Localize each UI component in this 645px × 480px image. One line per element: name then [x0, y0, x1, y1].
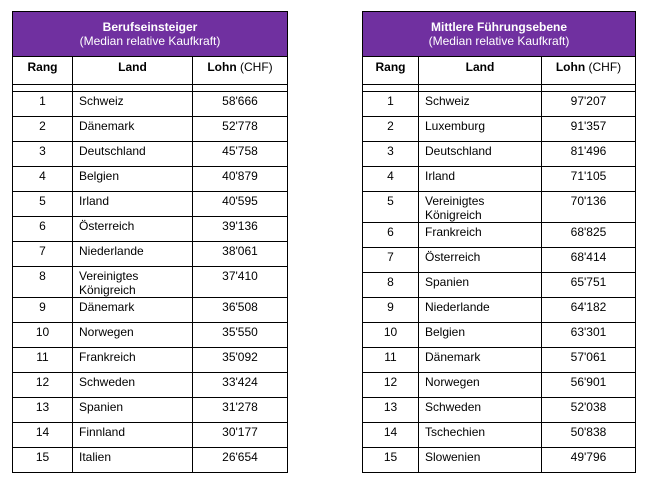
cell-rank: 3 [13, 142, 73, 167]
column-header-row [13, 57, 288, 85]
cell-lohn: 40'879 [193, 167, 288, 192]
cell-land: Schweiz [419, 92, 542, 117]
table-title [363, 12, 636, 57]
cell-rank: 1 [363, 92, 419, 117]
cell-rank: 11 [363, 348, 419, 373]
cell-land: Norwegen [73, 323, 193, 348]
cell-rank: 3 [363, 142, 419, 167]
table-row [13, 267, 288, 298]
cell-rank: 2 [363, 117, 419, 142]
table-row [363, 92, 636, 117]
column-header-row [363, 57, 636, 85]
cell-land: Vereinigtes Königreich [73, 267, 193, 298]
cell-lohn: 64'182 [542, 298, 636, 323]
spacer-row [13, 85, 288, 92]
cell-land: Norwegen [419, 373, 542, 398]
cell-rank: 15 [13, 448, 73, 473]
cell-rank: 14 [363, 423, 419, 448]
cell-land: Irland [419, 167, 542, 192]
cell-lohn: 81'496 [542, 142, 636, 167]
cell-lohn: 31'278 [193, 398, 288, 423]
table-row [13, 117, 288, 142]
cell-rank: 8 [363, 273, 419, 298]
cell-land: Schweden [419, 398, 542, 423]
table-row [363, 273, 636, 298]
cell-land: Frankreich [73, 348, 193, 373]
cell-rank: 7 [363, 248, 419, 273]
table-row [363, 192, 636, 223]
cell-land: Luxemburg [419, 117, 542, 142]
table-row [13, 373, 288, 398]
column-header-rank: Rang [363, 57, 419, 85]
table-body [363, 92, 636, 473]
cell-lohn: 68'825 [542, 223, 636, 248]
cell-land: Tschechien [419, 423, 542, 448]
cell-rank: 2 [13, 117, 73, 142]
cell-rank: 12 [363, 373, 419, 398]
cell-land: Dänemark [73, 117, 193, 142]
cell-lohn: 97'207 [542, 92, 636, 117]
column-header-land: Land [419, 57, 542, 85]
cell-lohn: 30'177 [193, 423, 288, 448]
cell-rank: 5 [13, 192, 73, 217]
table-title-row [13, 12, 288, 57]
cell-lohn: 39'136 [193, 217, 288, 242]
table-row [363, 142, 636, 167]
cell-rank: 4 [13, 167, 73, 192]
table-row [13, 323, 288, 348]
column-header-rank: Rang [13, 57, 73, 85]
cell-land: Spanien [73, 398, 193, 423]
cell-land: Schweden [73, 373, 193, 398]
table-row [363, 398, 636, 423]
cell-rank: 9 [363, 298, 419, 323]
cell-rank: 7 [13, 242, 73, 267]
table-row [13, 92, 288, 117]
cell-lohn: 52'038 [542, 398, 636, 423]
cell-lohn: 40'595 [193, 192, 288, 217]
cell-rank: 12 [13, 373, 73, 398]
cell-rank: 6 [13, 217, 73, 242]
table-row [13, 398, 288, 423]
cell-lohn: 56'901 [542, 373, 636, 398]
cell-lohn: 35'092 [193, 348, 288, 373]
cell-lohn: 45'758 [193, 142, 288, 167]
table-row [363, 117, 636, 142]
cell-lohn: 65'751 [542, 273, 636, 298]
spacer-row [363, 85, 636, 92]
table-row [363, 348, 636, 373]
cell-lohn: 33'424 [193, 373, 288, 398]
cell-rank: 4 [363, 167, 419, 192]
table-title-text: Berufseinsteiger [102, 20, 198, 34]
cell-lohn: 52'778 [193, 117, 288, 142]
cell-lohn: 37'410 [193, 267, 288, 298]
table-subtitle: (Median relative Kaufkraft) [428, 34, 570, 48]
cell-land: Dänemark [73, 298, 193, 323]
table-row [13, 167, 288, 192]
column-header-lohn-label: Lohn [207, 60, 237, 74]
table-row [363, 423, 636, 448]
cell-lohn: 57'061 [542, 348, 636, 373]
cell-lohn: 91'357 [542, 117, 636, 142]
cell-rank: 5 [363, 192, 419, 223]
cell-rank: 15 [363, 448, 419, 473]
table-row [363, 448, 636, 473]
cell-land: Italien [73, 448, 193, 473]
table-row [363, 223, 636, 248]
cell-land: Schweiz [73, 92, 193, 117]
cell-lohn: 38'061 [193, 242, 288, 267]
cell-lohn: 26'654 [193, 448, 288, 473]
cell-rank: 13 [13, 398, 73, 423]
cell-rank: 13 [363, 398, 419, 423]
table-row [363, 248, 636, 273]
salary-table-entry-level [12, 11, 288, 473]
table-row [13, 348, 288, 373]
column-header-lohn-label: Lohn [555, 60, 586, 74]
cell-rank: 8 [13, 267, 73, 298]
cell-rank: 10 [13, 323, 73, 348]
cell-land: Vereinigtes Königreich [419, 192, 542, 223]
table-row [13, 448, 288, 473]
cell-lohn: 35'550 [193, 323, 288, 348]
table-row [363, 167, 636, 192]
cell-lohn: 63'301 [542, 323, 636, 348]
column-header-land: Land [73, 57, 193, 85]
cell-lohn: 36'508 [193, 298, 288, 323]
cell-rank: 9 [13, 298, 73, 323]
cell-rank: 11 [13, 348, 73, 373]
cell-land: Deutschland [73, 142, 193, 167]
table-row [363, 298, 636, 323]
table-title [13, 12, 288, 57]
cell-rank: 6 [363, 223, 419, 248]
cell-land: Niederlande [419, 298, 542, 323]
table-row [363, 323, 636, 348]
table-row [13, 142, 288, 167]
cell-lohn: 68'414 [542, 248, 636, 273]
cell-lohn: 49'796 [542, 448, 636, 473]
column-header-unit: (CHF) [588, 60, 622, 74]
cell-land: Niederlande [73, 242, 193, 267]
cell-land: Spanien [419, 273, 542, 298]
table-row [13, 423, 288, 448]
cell-land: Österreich [73, 217, 193, 242]
table-body [13, 92, 288, 473]
cell-rank: 10 [363, 323, 419, 348]
cell-land: Slowenien [419, 448, 542, 473]
column-header-lohn [542, 57, 636, 85]
salary-table-middle-management [362, 11, 636, 473]
table-title-row [363, 12, 636, 57]
cell-land: Belgien [73, 167, 193, 192]
cell-lohn: 58'666 [193, 92, 288, 117]
cell-land: Frankreich [419, 223, 542, 248]
table-title-text: Mittlere Führungsebene [431, 20, 568, 34]
column-header-lohn [193, 57, 288, 85]
table-row [13, 217, 288, 242]
table-row [13, 192, 288, 217]
table-row [363, 373, 636, 398]
cell-land: Dänemark [419, 348, 542, 373]
cell-lohn: 71'105 [542, 167, 636, 192]
cell-land: Irland [73, 192, 193, 217]
cell-land: Finnland [73, 423, 193, 448]
cell-lohn: 70'136 [542, 192, 636, 223]
cell-land: Österreich [419, 248, 542, 273]
cell-rank: 14 [13, 423, 73, 448]
cell-rank: 1 [13, 92, 73, 117]
table-subtitle: (Median relative Kaufkraft) [79, 34, 221, 48]
column-header-unit: (CHF) [240, 60, 273, 74]
table-row [13, 298, 288, 323]
cell-lohn: 50'838 [542, 423, 636, 448]
table-row [13, 242, 288, 267]
cell-land: Deutschland [419, 142, 542, 167]
cell-land: Belgien [419, 323, 542, 348]
